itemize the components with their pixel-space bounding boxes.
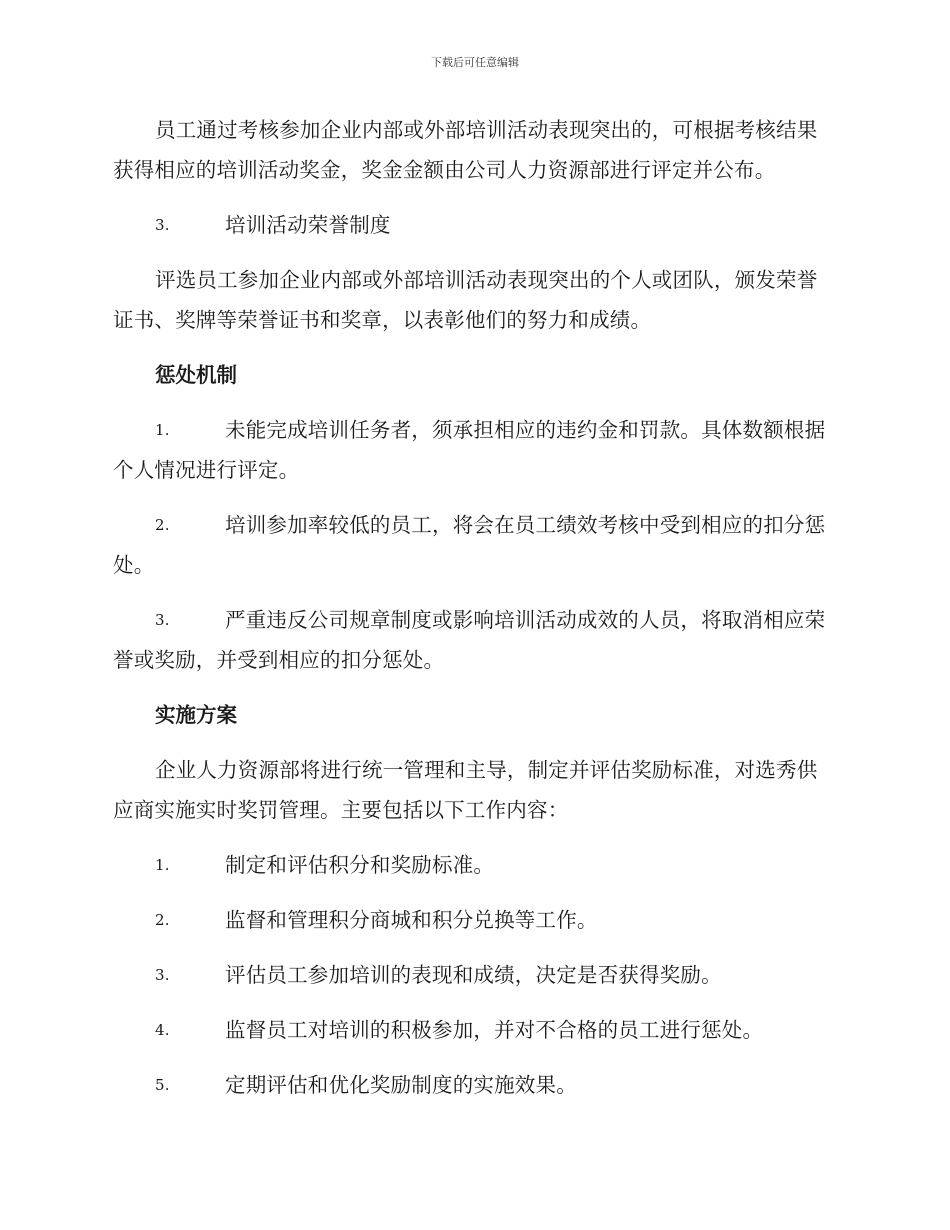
list-item-text: 监督和管理积分商城和积分兑换等工作。 [225,908,598,932]
list-item [113,205,835,245]
list-item-text: 评估员工参加培训的表现和成绩，决定是否获得奖励。 [225,963,722,987]
list-item-text: 制定和评估积分和奖励标准。 [225,853,495,877]
list-item-number: 3. [155,216,170,234]
list-item-number: 3. [155,966,170,984]
list-item [113,410,835,490]
list-item-number: 1. [155,856,170,874]
list-item [113,845,835,885]
section-heading: 实施方案 [155,703,237,727]
list-item-number: 5. [155,1076,170,1094]
list-item-number: 2. [155,911,170,929]
list-item-number: 2. [155,516,170,534]
list-item-text: 监督员工对培训的积极参加，并对不合格的员工进行惩处。 [225,1018,764,1042]
list-item-text: 严重违反公司规章制度或影响培训活动成效的人员，将取消相应荣誉或奖励，并受到相应的扣分惩处。 [113,608,826,672]
list-item-text: 培训参加率较低的员工，将会在员工绩效考核中受到相应的扣分惩处。 [113,513,826,577]
list-item [113,1010,835,1050]
list-item-text: 培训活动荣誉制度 [225,213,391,237]
list-item [113,1065,835,1105]
list-item-text: 未能完成培训任务者，须承担相应的违约金和罚款。具体数额根据个人情况进行评定。 [113,418,826,482]
list-item-number: 4. [155,1021,170,1039]
section-heading: 惩处机制 [155,363,237,387]
list-item [113,505,835,585]
list-item [113,955,835,995]
list-item [113,600,835,680]
page-header: 下载后可任意编辑 [431,56,519,69]
list-item-number: 3. [155,611,170,629]
document-body [113,110,835,1120]
list-item-number: 1. [155,421,170,439]
paragraph: 员工通过考核参加企业内部或外部培训活动表现突出的，可根据考核结果获得相应的培训活动奖金，奖金金额由公司人力资源部进行评定并公布。 [113,118,818,182]
list-item-text: 定期评估和优化奖励制度的实施效果。 [225,1073,577,1097]
paragraph: 企业人力资源部将进行统一管理和主导，制定并评估奖励标准，对选秀供应商实施实时奖罚管理。主要包括以下工作内容： [113,758,818,822]
paragraph: 评选员工参加企业内部或外部培训活动表现突出的个人或团队，颁发荣誉证书、奖牌等荣誉证书和奖章，以表彰他们的努力和成绩。 [113,268,818,332]
list-item [113,900,835,940]
